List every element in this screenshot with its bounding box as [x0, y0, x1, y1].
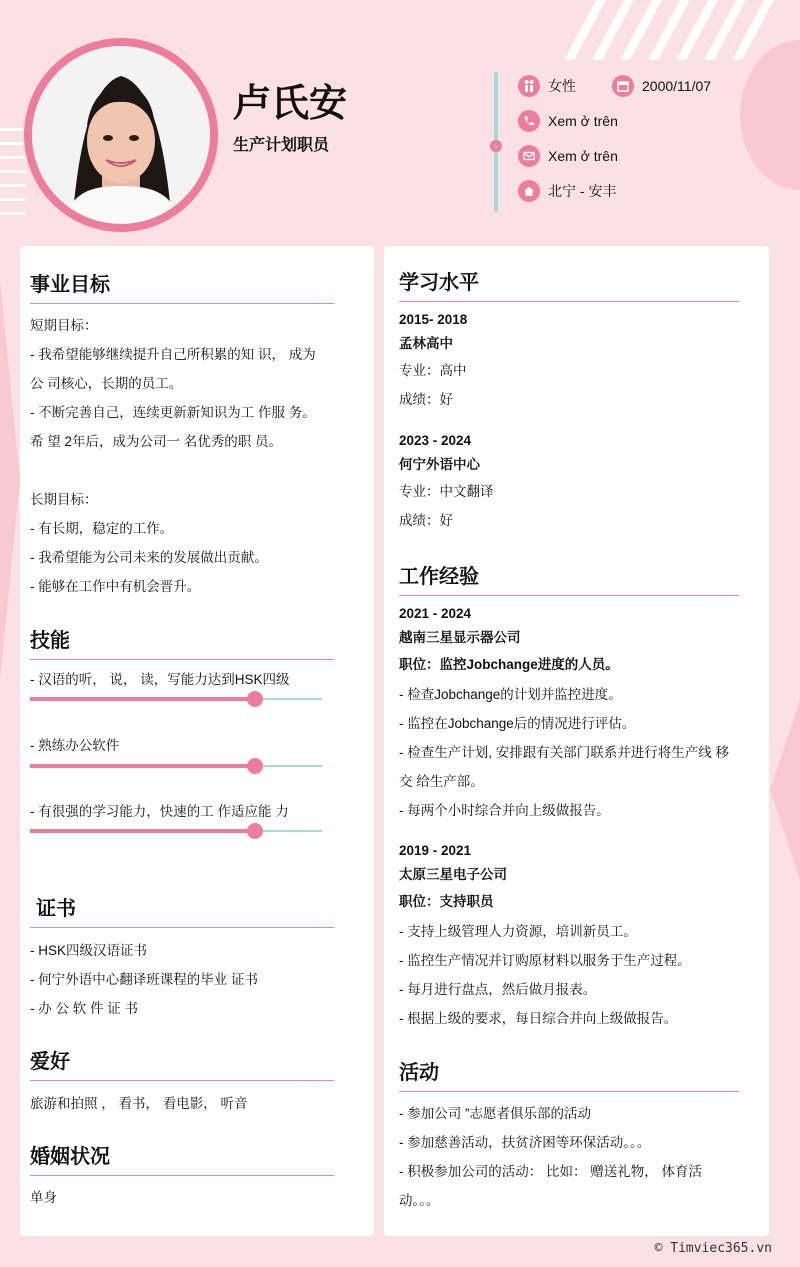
skill-bar-knob [247, 691, 263, 707]
activity-item: - 参加公司 ”志愿者俱乐部的活动 [399, 1106, 591, 1121]
birthdate-info [612, 75, 711, 97]
gender-text: 女性 [548, 78, 576, 94]
marital-status-text: 单身 [30, 1190, 57, 1205]
education-period: 2015- 2018 [399, 312, 468, 327]
footer-copyright: © Timviec365.vn [654, 1241, 772, 1256]
work-period: 2019 - 2021 [399, 843, 472, 858]
career-line: - 我希望能为公司未来的发展做出贡献。 [30, 550, 268, 565]
activity-item: - 参加慈善活动，扶贫济困等环保活动。。。 [399, 1135, 651, 1150]
career-line: - 能够在工作中有机会晋升。 [30, 579, 201, 594]
career-line: 短期目标： [30, 318, 98, 333]
email-info [518, 145, 618, 167]
portrait-illustration [32, 46, 210, 224]
activities-title: 活动 [399, 1056, 739, 1092]
certificate-item: - 何宁外语中心翻译班课程的毕业 证书 [30, 972, 258, 987]
education-school: 孟林高中 [399, 336, 453, 351]
address-text: 北宁 - 安丰 [548, 183, 617, 199]
address-info [518, 180, 616, 202]
work-duty: - 每月进行盘点，然后做月报表。 [399, 982, 597, 997]
education-item [399, 429, 494, 535]
gender-info [518, 75, 576, 97]
skill-bar-fill [30, 829, 255, 833]
profile-photo [24, 38, 218, 232]
decorative-triangle-left [0, 280, 20, 680]
career-line: - 不断完善自己，连续更新新知识为工 作服 务。 [30, 405, 316, 420]
phone-text: Xem ở trên [548, 113, 618, 129]
gender-icon [518, 75, 540, 97]
work-position: 职位：监控Jobchange进度的人员。 [399, 657, 619, 672]
decorative-lines [0, 128, 26, 226]
work-duty: - 检查Jobchange的计划并监控进度。 [399, 687, 622, 702]
activities-list [399, 1099, 702, 1215]
email-text: Xem ở trên [548, 148, 618, 164]
certificate-item: - 办 公 软 件 证 书 [30, 1001, 138, 1016]
home-icon [518, 180, 540, 202]
work-company: 太原三星电子公司 [399, 867, 507, 882]
marital-status-title: 婚姻状况 [30, 1140, 334, 1176]
work-duty: - 每两个小时综合并向上级做报告。 [399, 803, 610, 818]
skill-label: - 熟练办公软件 [30, 738, 120, 753]
skill-bar-knob [247, 758, 263, 774]
career-line: 公 司核心，长期的员工。 [30, 376, 183, 391]
education-major: 专业：高中 [399, 363, 467, 378]
hobbies-title: 爱好 [30, 1045, 334, 1081]
hobbies-text: 旅游和拍照 ， 看书， 看电影， 听音 [30, 1096, 248, 1111]
work-duty: - 根据上级的要求，每日综合并向上级做报告。 [399, 1011, 678, 1026]
career-line: - 我希望能够继续提升自己所积累的知 识， 成为 [30, 347, 316, 362]
education-major: 专业：中文翻译 [399, 484, 494, 499]
work-duty: - 监控在Jobchange后的情况进行评估。 [399, 716, 636, 731]
decorative-circle [740, 40, 800, 190]
work-period: 2021 - 2024 [399, 606, 472, 621]
education-item [399, 308, 467, 414]
phone-icon [518, 110, 540, 132]
work-item [399, 839, 691, 1033]
skills-title: 技能 [30, 624, 334, 660]
education-grade: 成绩：好 [399, 392, 453, 407]
career-line [30, 456, 316, 485]
work-duty: - 检查生产计划, 安排跟有关部门联系并进行将生产线 移 [399, 745, 729, 760]
education-school: 何宁外语中心 [399, 457, 480, 472]
certificates-title: 证书 [30, 892, 334, 928]
phone-info [518, 110, 618, 132]
activity-item: - 积极参加公司的活动： 比如： 赠送礼物， 体育活 [399, 1164, 702, 1179]
skill-label: - 汉语的听， 说， 读，写能力达到HSK四级 [30, 672, 290, 687]
work-company: 越南三星显示器公司 [399, 630, 521, 645]
certificates-list [30, 936, 258, 1023]
work-duty: 交 给生产部。 [399, 774, 484, 789]
job-title: 生产计划职员 [233, 137, 330, 154]
birthdate-text: 2000/11/07 [642, 78, 712, 94]
calendar-icon [612, 75, 634, 97]
career-line: 希 望 2年后，成为公司一 名优秀的职 员。 [30, 434, 283, 449]
work-item [399, 602, 729, 825]
skill-bar-knob [247, 823, 263, 839]
work-experience-title: 工作经验 [399, 560, 739, 596]
work-duty: - 支持上级管理人力资源，培训新员工。 [399, 924, 637, 939]
certificate-item: - HSK四级汉语证书 [30, 943, 148, 958]
work-position: 职位：支持职员 [399, 894, 494, 909]
work-duty: - 监控生产情况并订购原材料以服务于生产过程。 [399, 953, 691, 968]
skill-bar [30, 765, 322, 767]
education-period: 2023 - 2024 [399, 433, 472, 448]
chevron-right-icon: › [490, 140, 502, 152]
career-line: - 有长期，稳定的工作。 [30, 521, 174, 536]
skill-label: - 有很强的学习能力，快速的工 作适应能 力 [30, 804, 289, 819]
decorative-triangle [770, 700, 800, 880]
skill-bar [30, 698, 322, 700]
activity-item: 动。。。 [399, 1193, 440, 1208]
career-line: 长期目标： [30, 492, 98, 507]
skill-bar-fill [30, 764, 255, 768]
decorative-stripes [560, 0, 780, 60]
career-goal-text [30, 311, 316, 601]
education-title: 学习水平 [399, 266, 739, 302]
education-grade: 成绩：好 [399, 513, 453, 528]
career-goal-title: 事业目标 [30, 268, 334, 304]
candidate-name: 卢氏安 [233, 83, 348, 125]
mail-icon [518, 145, 540, 167]
skill-bar-fill [30, 697, 255, 701]
skill-bar [30, 830, 322, 832]
